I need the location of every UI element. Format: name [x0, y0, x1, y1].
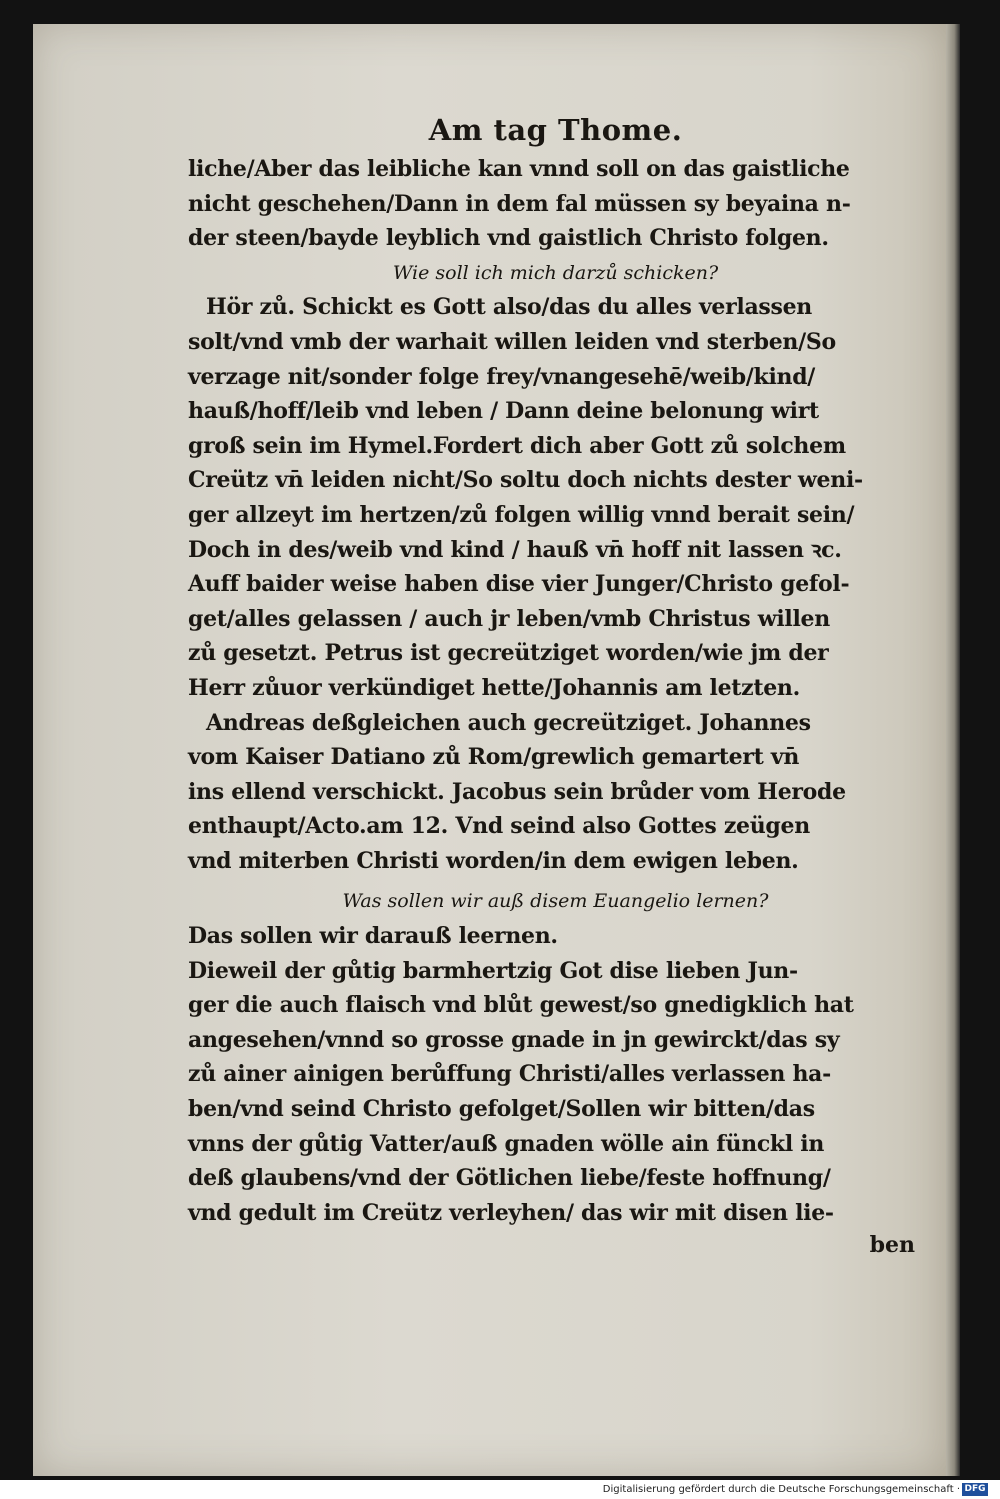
text-line: verzage nit/sonder folge frey/vnangesehē/weib/kind/	[188, 363, 816, 390]
paragraph-4	[188, 919, 923, 1230]
text-line: vnd gedult im Creütz verleyhen/ das wir mit disen lie-	[188, 1199, 834, 1226]
paragraph-3	[188, 706, 923, 879]
text-line: Hör zů. Schickt es Gott also/das du alles verlassen	[206, 294, 812, 321]
text-line: Das sollen wir darauß leernen.	[188, 923, 558, 950]
text-line: vnns der gůtig Vatter/auß gnaden wölle ain fünckl in	[188, 1130, 825, 1157]
paragraph-2	[188, 290, 923, 705]
text-line: enthaupt/Acto.am 12. Vnd seind also Gottes zeügen	[188, 813, 810, 840]
text-line: groß sein im Hymel.Fordert dich aber Gott zů solchem	[188, 432, 846, 459]
text-line: Herr zůuor verkündiget hette/Johannis am letzten.	[188, 674, 800, 701]
page-title: Am tag Thome.	[428, 113, 683, 147]
text-line: liche/Aber das leibliche kan vnnd soll on das gaistliche	[188, 156, 850, 182]
text-line: get/alles gelassen / auch jr leben/vmb Christus willen	[188, 605, 830, 632]
text-line: ger die auch flaisch vnd blůt gewest/so gnedigklich hat	[188, 992, 854, 1019]
text-line: vnd miterben Christi worden/in dem ewigen leben.	[188, 847, 799, 874]
text-line: angesehen/vnnd so grosse gnade in jn gewirckt/das sy	[188, 1026, 840, 1053]
page-edge	[946, 24, 960, 1476]
text-line: ger allzeyt im hertzen/zů folgen willig vnnd berait sein/	[188, 501, 855, 528]
digitization-credit: Digitalisierung gefördert durch die Deutsche Forschungsgemeinschaft ·	[602, 1484, 960, 1495]
text-line: Auff baider weise haben dise vier Junger/Christo gefol-	[188, 571, 850, 598]
section-heading-1: Wie soll ich mich darzů schicken?	[392, 261, 719, 284]
paragraph-1	[188, 152, 923, 256]
text-line: deß glaubens/vnd der Götlichen liebe/feste hoffnung/	[188, 1165, 831, 1192]
section-heading-2: Was sollen wir auß disem Euangelio lernen?	[342, 890, 769, 913]
text-line: zů ainer ainigen berůffung Christi/alles verlassen ha-	[188, 1061, 831, 1088]
text-line: hauß/hoff/leib vnd leben / Dann deine belonung wirt	[188, 398, 819, 425]
catchword: ben	[869, 1232, 915, 1259]
text-line: vom Kaiser Datiano zů Rom/grewlich gemartert vn̄	[188, 744, 800, 771]
text-line: Dieweil der gůtig barmhertzig Got dise lieben Jun-	[188, 957, 798, 984]
text-line: Andreas deßgleichen auch gecreütziget. Johannes	[206, 709, 811, 736]
text-line: nicht geschehen/Dann in dem fal müssen sy beyaina n-	[188, 190, 851, 217]
text-line: Doch in des/weib vnd kind / hauß vn̄ hoff nit lassen ꝛc.	[188, 536, 842, 563]
text-line: Creütz vn̄ leiden nicht/So soltu doch nichts dester weni-	[188, 467, 863, 494]
text-line: der steen/bayde leyblich vnd gaistlich Christo folgen.	[188, 225, 829, 252]
text-line: ben/vnd seind Christo gefolget/Sollen wir bitten/das	[188, 1096, 815, 1123]
page-text-block	[188, 108, 923, 1260]
text-line: solt/vnd vmb der warhait willen leiden vnd sterben/So	[188, 328, 836, 355]
text-line: ins ellend verschickt. Jacobus sein brůder vom Herode	[188, 778, 846, 805]
dfg-logo: DFG	[962, 1483, 988, 1496]
text-line: zů gesetzt. Petrus ist gecreütziget worden/wie jm der	[188, 640, 829, 667]
